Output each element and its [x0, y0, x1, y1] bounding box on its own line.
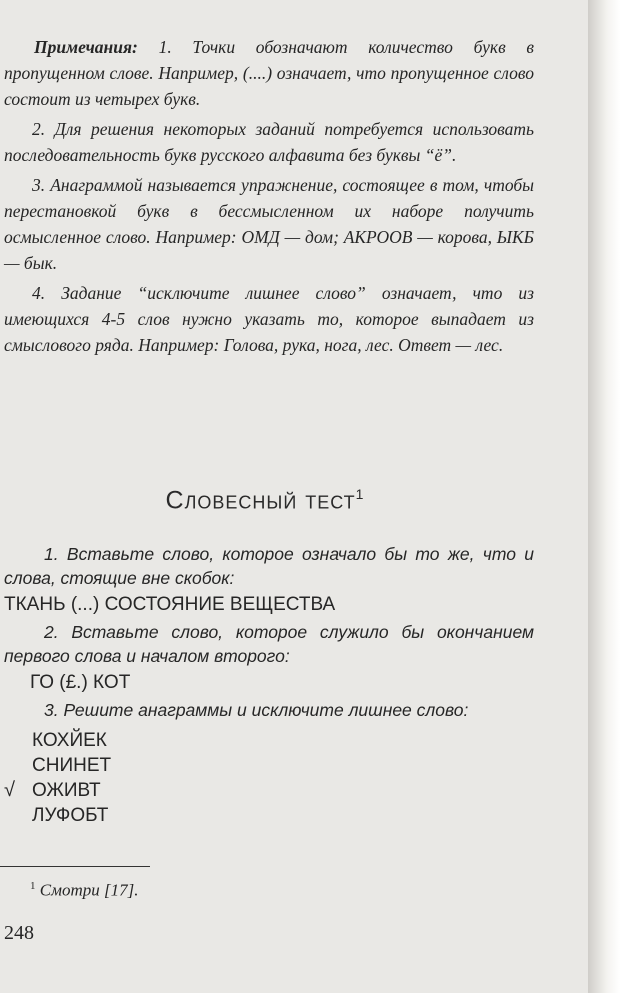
- section-footnote-mark: 1: [355, 486, 365, 502]
- task-3: 3. Решите анаграммы и исключите лишнее слово:: [44, 700, 469, 720]
- task-2: 2. Вставьте слово, которое служило бы окончанием первого слова и началом второго:: [4, 622, 534, 666]
- footnote-text: Смотри [17].: [39, 880, 139, 900]
- section-title-text: Словесный тест: [165, 486, 356, 515]
- note-2: 2. Для решения некоторых заданий потребуется использовать последовательность букв русского алфавита без буквы “ё”.: [4, 119, 534, 165]
- section-title: [0, 486, 530, 515]
- notes-label: Примечания:: [34, 37, 138, 57]
- note-3: 3. Анаграммой называется упражнение, состоящее в том, чтобы перестановкой букв в бессмысленном их наборе получить осмысленное слово. Например: ОМД — дом; АКРООВ — корова, ЫКБ — бык.: [4, 175, 534, 273]
- anagram-list: [4, 728, 534, 828]
- anagram-word: ЛУФОБТ: [32, 805, 109, 826]
- footnote: [30, 880, 138, 901]
- anagram-word: СНИНЕТ: [32, 755, 112, 776]
- page-number: 248: [4, 922, 34, 944]
- footnote-divider: [0, 866, 150, 867]
- page-edge: [588, 0, 620, 993]
- check-mark-icon: √: [4, 779, 15, 801]
- notes-block: [4, 34, 534, 362]
- task-1: 1. Вставьте слово, которое означало бы то же, что и слова, стоящие вне скобок:: [4, 544, 534, 588]
- note-1: [4, 34, 534, 112]
- task-1-phrase: ТКАНЬ (...) СОСТОЯНИЕ ВЕЩЕСТВА: [4, 594, 336, 615]
- note-1-text: 1. Точки обозначают количество букв в пропущенном слове. Например, (....) означает, что пропущенное слово состоит из четырех букв.: [4, 37, 535, 109]
- tasks-block: [4, 542, 534, 828]
- anagram-word-text: ОЖИВТ: [32, 780, 101, 801]
- task-2-phrase: ГО (£.) КОТ: [30, 672, 131, 693]
- footnote-mark: 1: [30, 880, 36, 892]
- anagram-word: КОХЙЕК: [32, 730, 107, 751]
- note-4: 4. Задание “исключите лишнее слово” означает, что из имеющихся 4-5 слов нужно указать то, которое выпадает из смыслового ряда. Например: Голова, рука, нога, лес. Ответ — лес.: [4, 283, 534, 355]
- anagram-word-checked: [4, 778, 534, 803]
